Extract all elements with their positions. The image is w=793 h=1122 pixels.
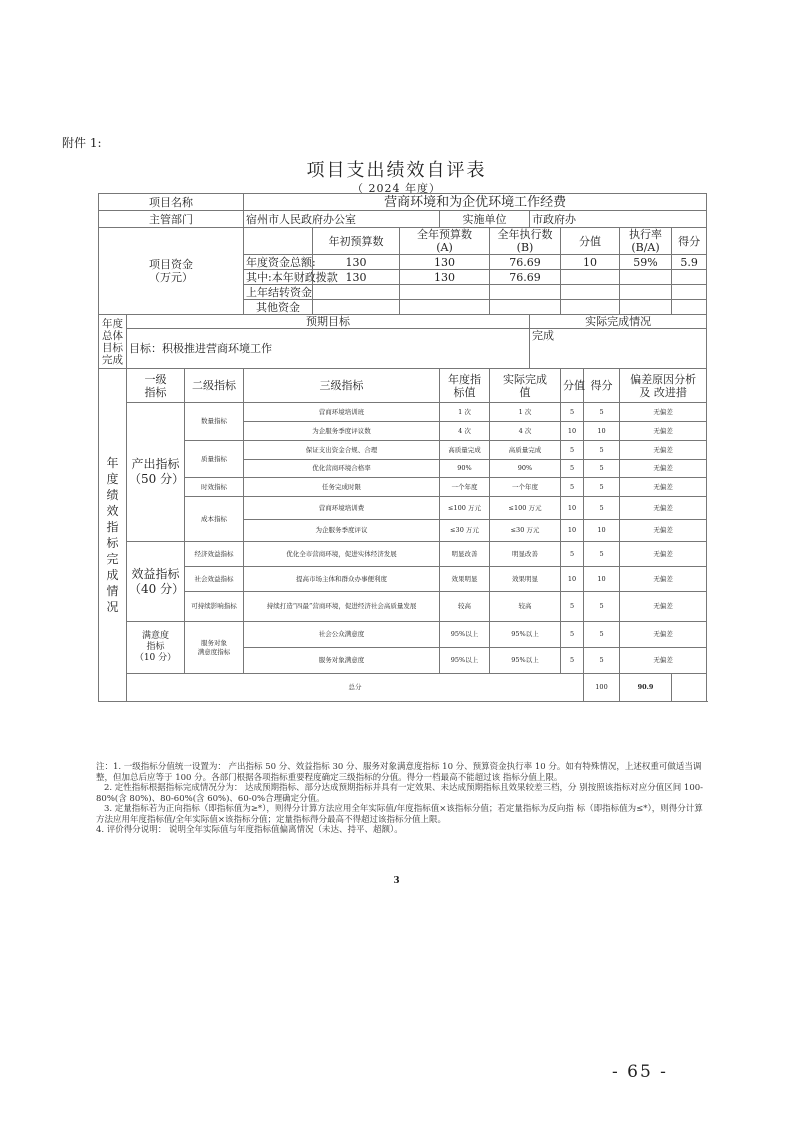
- indicator-row-name: 任务完成时限: [244, 478, 440, 497]
- indicator-row-name: 保证支出资金合规、合理: [244, 441, 440, 460]
- indicator-row-score: 5: [584, 497, 620, 520]
- funds-row-annual: [400, 285, 490, 300]
- goals-label: 年度 总体 目标 完成: [99, 315, 127, 369]
- total-deviation: [672, 674, 707, 702]
- indicator-row-target: 明显改善: [440, 542, 490, 567]
- indicator-row-score: 10: [584, 422, 620, 441]
- funds-row-initial: 130: [313, 270, 400, 285]
- indicator-row-target: 4 次: [440, 422, 490, 441]
- inner-page-number: 3: [393, 876, 400, 886]
- indicator-header-level3: 三级指标: [244, 369, 440, 403]
- funds-row-annual: 130: [400, 270, 490, 285]
- note-2: 2. 定性指标根据指标完成情况分为： 达成预期指标、部分达成预期指标并具有一定效果、未达成预期指标且效果较差三档，分 别按照该指标对应分值区间 100-80%(含 80%)、80-60%(含 60%)、60-0%合理确定分值。: [96, 783, 704, 804]
- indicator-row-actual: 95%以上: [490, 622, 561, 648]
- indicator-row-actual: 1 次: [490, 403, 561, 422]
- funds-header-executed: 全年执行数 (B): [490, 228, 561, 255]
- level2-sustainability: 可持续影响指标: [185, 592, 244, 622]
- indicator-row-weight: 10: [561, 422, 584, 441]
- indicator-row-name: 优化营商环境合格率: [244, 460, 440, 478]
- indicator-row-name: 持续打造“四最”营商环境，促进经济社会高质量发展: [244, 592, 440, 622]
- indicator-row-deviation: 无偏差: [620, 478, 707, 497]
- level2-quantity: 数量指标: [185, 403, 244, 441]
- indicator-row-weight: 10: [561, 497, 584, 520]
- indicator-row-deviation: 无偏差: [620, 460, 707, 478]
- indicator-row-weight: 5: [561, 403, 584, 422]
- indicator-row-score: 10: [584, 567, 620, 592]
- indicator-row-score: 5: [584, 592, 620, 622]
- project-name: 营商环境和为企优环境工作经费: [244, 194, 707, 211]
- level2-quality: 质量指标: [185, 441, 244, 478]
- indicator-row-target: 95%以上: [440, 622, 490, 648]
- indicator-row-name: 营商环境培训班: [244, 403, 440, 422]
- indicator-row-name: 社会公众满意度: [244, 622, 440, 648]
- indicator-row-actual: ≤100 万元: [490, 497, 561, 520]
- indicator-row-name: 服务对象满意度: [244, 648, 440, 674]
- indicator-row-target: 高质量完成: [440, 441, 490, 460]
- note-1: 注：1. 一级指标分值统一设置为： 产出指标 50 分、效益指标 30 分、服务对象满意度指标 10 分、预算资金执行率 10 分。如有特殊情况，上述权重可做适当调整，但加总后应等于 100 分。各部门根据各项指标重要程度确定三级指标的分值。得分一档最高不能超过该 指标分值上限。: [96, 762, 702, 783]
- goals-expected-header: 预期目标: [127, 315, 530, 329]
- indicator-row-target: 效果明显: [440, 567, 490, 592]
- indicator-row-deviation: 无偏差: [620, 422, 707, 441]
- indicator-row-actual: 95%以上: [490, 648, 561, 674]
- indicator-header-target: 年度指 标值: [440, 369, 490, 403]
- page-number: - 65 -: [612, 1062, 668, 1082]
- funds-header-annual: 全年预算数 (A): [400, 228, 490, 255]
- indicator-header-deviation: 偏差原因分析 及 改进措: [620, 369, 707, 403]
- indicator-header-level1: 一级 指标: [127, 369, 185, 403]
- funds-row-annual: 130: [400, 255, 490, 270]
- funds-header-initial: 年初预算数: [313, 228, 400, 255]
- indicator-row-name: 提高市场主体和群众办事便利度: [244, 567, 440, 592]
- level2-timeliness: 时效指标: [185, 478, 244, 497]
- indicator-row-score: 5: [584, 542, 620, 567]
- total-weight: 100: [584, 674, 620, 702]
- indicator-row-target: 一个年度: [440, 478, 490, 497]
- funds-header-weight: 分值: [561, 228, 620, 255]
- indicator-row-deviation: 无偏差: [620, 648, 707, 674]
- dept-label: 主管部门: [99, 211, 244, 228]
- total-score: 90.9: [620, 674, 672, 702]
- page-title: 项目支出绩效自评表: [306, 160, 487, 181]
- indicator-header-actual: 实际完成 值: [490, 369, 561, 403]
- funds-row-initial: [313, 285, 400, 300]
- indicators-section-label: 年度绩效指标完成情况: [99, 369, 127, 702]
- funds-row-score: [672, 285, 707, 300]
- level1-output: 产出指标 （50 分）: [127, 403, 185, 542]
- indicator-row-name: 营商环境培训费: [244, 497, 440, 520]
- indicator-row-actual: 较高: [490, 592, 561, 622]
- level2-economic: 经济效益指标: [185, 542, 244, 567]
- indicator-row-deviation: 无偏差: [620, 520, 707, 542]
- indicator-row-deviation: 无偏差: [620, 403, 707, 422]
- funds-row-weight: [561, 300, 620, 315]
- funds-row-name: 上年结转资金: [244, 285, 313, 300]
- funds-label: 项目资金 （万元）: [99, 228, 244, 315]
- indicator-row-actual: 高质量完成: [490, 441, 561, 460]
- level2-service-satisfaction: 服务对象 满意度指标: [185, 622, 244, 674]
- funds-row-executed: [490, 300, 561, 315]
- funds-header-rate: 执行率 (B/A): [620, 228, 672, 255]
- goals-actual-header: 实际完成情况: [530, 315, 707, 329]
- indicator-row-score: 5: [584, 403, 620, 422]
- indicator-row-deviation: 无偏差: [620, 441, 707, 460]
- indicator-row-actual: 效果明显: [490, 567, 561, 592]
- indicator-row-weight: 10: [561, 520, 584, 542]
- indicator-header-score: 得分: [584, 369, 620, 403]
- funds-row-score: [672, 300, 707, 315]
- funds-row-weight: [561, 270, 620, 285]
- project-name-label: 项目名称: [99, 194, 244, 211]
- funds-row-rate: 59%: [620, 255, 672, 270]
- funds-row-initial: 130: [313, 255, 400, 270]
- indicator-row-name: 为企服务季度评议: [244, 520, 440, 542]
- note-4: 4. 评价得分说明： 说明全年实际值与年度指标值偏离情况（未达、持平、超额）。: [96, 825, 403, 835]
- indicator-row-weight: 5: [561, 478, 584, 497]
- funds-header-score: 得分: [672, 228, 707, 255]
- indicator-row-actual: ≤30 万元: [490, 520, 561, 542]
- indicator-row-name: 优化全市营商环境，促进实体经济发展: [244, 542, 440, 567]
- indicator-row-score: 5: [584, 478, 620, 497]
- indicator-row-target: 95%以上: [440, 648, 490, 674]
- indicator-header-level2: 二级指标: [185, 369, 244, 403]
- indicator-row-actual: 明显改善: [490, 542, 561, 567]
- indicator-row-deviation: 无偏差: [620, 622, 707, 648]
- note-3: 3. 定量指标若为正向指标（即指标值为≥*），则得分计算方法应用全年实际值/年度指标值×该指标分值；若定量指标为反向指 标（即指标值为≤*），则得分计算方法应用年度指标值/全年实际值×该指标分值；定量指标得分最高不得超过该指标分值上限。: [96, 804, 703, 825]
- year-label: （ 2024 年度）: [352, 182, 441, 195]
- indicator-row-deviation: 无偏差: [620, 567, 707, 592]
- impl-label: 实施单位: [440, 211, 530, 228]
- indicator-row-target: 90%: [440, 460, 490, 478]
- goals-actual: 完成: [530, 329, 707, 369]
- funds-row-rate: [620, 300, 672, 315]
- indicator-row-actual: 90%: [490, 460, 561, 478]
- indicator-row-target: 较高: [440, 592, 490, 622]
- goals-expected: 目标：积极推进营商环境工作: [127, 329, 530, 369]
- impl-value: 市政府办: [530, 211, 707, 228]
- indicator-row-weight: 5: [561, 542, 584, 567]
- indicator-row-score: 10: [584, 520, 620, 542]
- notes-block: [96, 762, 708, 836]
- indicator-row-score: 5: [584, 460, 620, 478]
- indicator-row-weight: 5: [561, 460, 584, 478]
- level1-satisfaction: 满意度 指标 （10 分）: [127, 622, 185, 674]
- indicator-row-weight: 10: [561, 567, 584, 592]
- funds-row-rate: [620, 270, 672, 285]
- indicator-row-target: ≤30 万元: [440, 520, 490, 542]
- funds-row-weight: 10: [561, 255, 620, 270]
- indicator-row-target: ≤100 万元: [440, 497, 490, 520]
- funds-row-name: 其他资金: [244, 300, 313, 315]
- level1-benefit: 效益指标 （40 分）: [127, 542, 185, 622]
- funds-row-initial: [313, 300, 400, 315]
- funds-row-name: 年度资金总额:: [244, 255, 313, 270]
- level2-social: 社会效益指标: [185, 567, 244, 592]
- indicator-row-weight: 5: [561, 648, 584, 674]
- funds-row-weight: [561, 285, 620, 300]
- funds-row-executed: 76.69: [490, 255, 561, 270]
- indicator-row-deviation: 无偏差: [620, 542, 707, 567]
- indicator-row-score: 5: [584, 441, 620, 460]
- funds-row-name: 其中:本年财政拨款: [244, 270, 313, 285]
- indicator-header-weight: 分值: [561, 369, 584, 403]
- dept-value: 宿州市人民政府办公室: [244, 211, 440, 228]
- funds-row-executed: 76.69: [490, 270, 561, 285]
- funds-header-blank: [244, 228, 313, 255]
- indicator-row-weight: 5: [561, 441, 584, 460]
- attachment-label: 附件 1:: [62, 136, 102, 150]
- self-evaluation-table: [98, 193, 707, 702]
- funds-row-annual: [400, 300, 490, 315]
- indicator-row-deviation: 无偏差: [620, 592, 707, 622]
- indicator-row-actual: 4 次: [490, 422, 561, 441]
- indicator-row-target: 1 次: [440, 403, 490, 422]
- indicator-row-score: 5: [584, 648, 620, 674]
- indicator-row-deviation: 无偏差: [620, 497, 707, 520]
- indicator-row-weight: 5: [561, 622, 584, 648]
- indicator-row-name: 为企服务季度评议数: [244, 422, 440, 441]
- level2-cost: 成本指标: [185, 497, 244, 542]
- funds-row-score: 5.9: [672, 255, 707, 270]
- funds-row-rate: [620, 285, 672, 300]
- funds-row-score: [672, 270, 707, 285]
- indicator-row-actual: 一个年度: [490, 478, 561, 497]
- funds-row-executed: [490, 285, 561, 300]
- indicator-row-weight: 5: [561, 592, 584, 622]
- total-label: 总分: [127, 674, 584, 702]
- indicator-row-score: 5: [584, 622, 620, 648]
